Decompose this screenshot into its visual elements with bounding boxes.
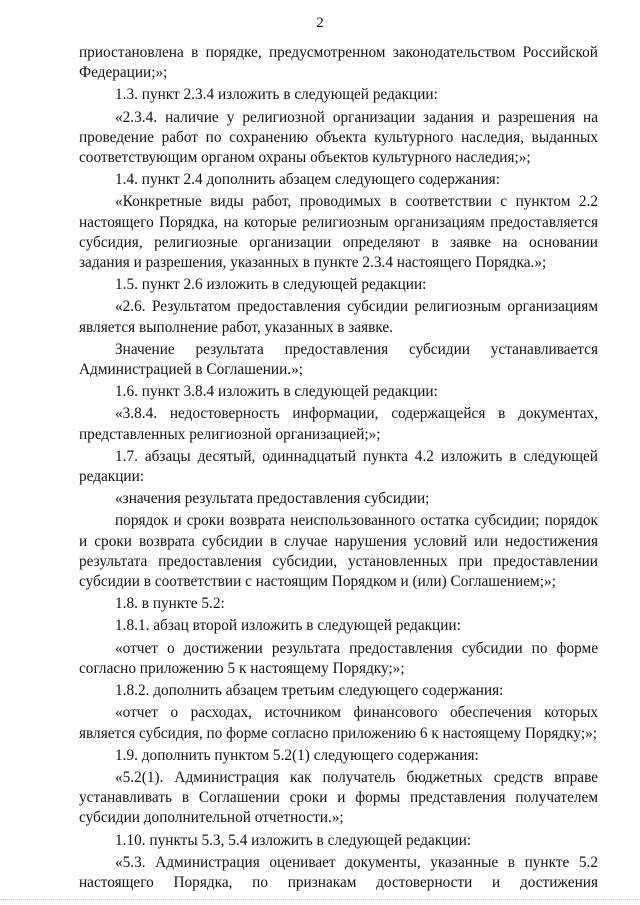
page-number: 2 — [316, 15, 324, 31]
paragraph: «5.2(1). Администрация как получатель бюджетных средств вправе устанавливать в Соглашении сроки и формы представления получателем субсидии дополнительной отчетности.»; — [79, 768, 598, 827]
paragraph: 1.5. пункт 2.6 изложить в следующей редакции: — [115, 276, 427, 294]
paragraph: приостановлена в порядке, предусмотренном законодательством Российской Федерации;»; — [79, 44, 598, 82]
paragraph: 1.8. в пункте 5.2: — [115, 595, 225, 613]
paragraph: 1.8.2. дополнить абзацем третьим следующего содержания: — [115, 682, 504, 700]
document-body — [79, 43, 598, 895]
paragraph: 1.6. пункт 3.8.4 изложить в следующей редакции: — [115, 383, 438, 401]
paragraph: «5.3. Администрация оценивает документы, указанные в пункте 5.2 настоящего Порядка, по признакам достоверности и достижения — [79, 853, 598, 891]
paragraph: «значения результата предоставления субсидии; — [115, 490, 430, 508]
paragraph: 1.8.1. абзац второй изложить в следующей редакции: — [115, 617, 461, 635]
paragraph: порядок и сроки возврата неиспользованного остатка субсидии; порядок и сроки возврата субсидии в случае нарушения условий или недостижения результата предоставления субсидии, установленных при предоставлении субсидии в соответствии с настоящим Порядком и (или) Соглашением;»; — [79, 512, 598, 591]
scan-edge-divider — [0, 899, 640, 905]
paragraph: «2.3.4. наличие у религиозной организации задания и разрешения на проведение работ по сохранению объекта культурного наследия, выданных соответствующим органом охраны объектов культурного наследия;»; — [79, 108, 598, 167]
paragraph: 1.7. абзацы десятый, одиннадцатый пункта 4.2 изложить в следующей редакции: — [79, 447, 598, 486]
paragraph: «3.8.4. недостоверность информации, содержащейся в документах, представленных религиозной организацией;»; — [79, 405, 598, 443]
paragraph: 1.10. пункты 5.3, 5.4 изложить в следующей редакции: — [115, 831, 472, 849]
paragraph: «Конкретные виды работ, проводимых в соответствии с пунктом 2.2 настоящего Порядка, на которые религиозным организациям предоставляется субсидия, религиозные организации определяют в заявке на основании задания и разрешения, указанных в пункте 2.3.4 настоящего Порядка.»; — [79, 193, 598, 272]
paragraph: 1.3. пункт 2.3.4 изложить в следующей редакции: — [115, 86, 438, 104]
paragraph: «отчет о достижении результата предоставления субсидии по форме согласно приложению 5 к настоящему Порядку;»; — [79, 639, 598, 677]
paragraph: 1.4. пункт 2.4 дополнить абзацем следующего содержания: — [115, 171, 500, 189]
paragraph: «отчет о расходах, источником финансового обеспечения которых является субсидия, по форме согласно приложению 6 к настоящему Порядку;»; — [79, 704, 598, 742]
paragraph: «2.6. Результатом предоставления субсидии религиозным организациям является выполнение работ, указанных в заявке. — [79, 298, 598, 336]
paragraph: 1.9. дополнить пунктом 5.2(1) следующего содержания: — [115, 746, 479, 764]
paragraph: Значение результата предоставления субсидии устанавливается Администрацией в Соглашении.»; — [79, 340, 598, 379]
